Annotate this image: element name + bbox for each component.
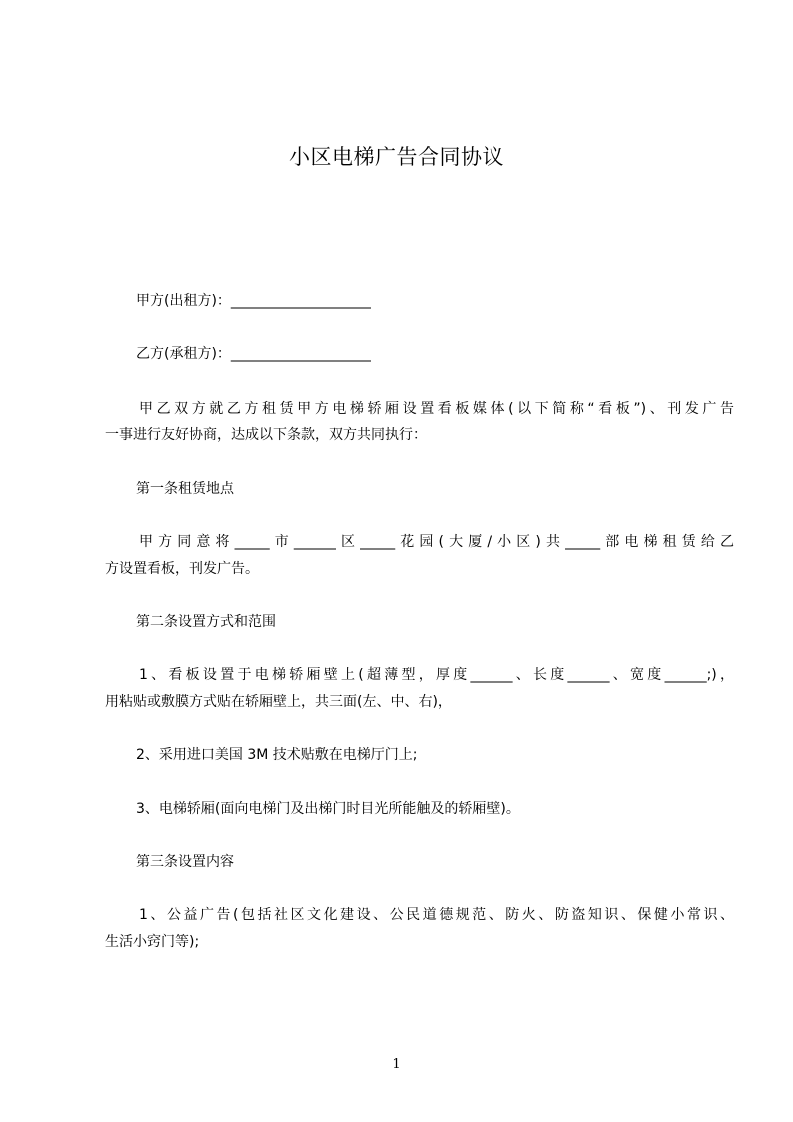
article2-heading: 第二条设置方式和范围 [136,614,276,630]
article2-item1-line-2: 用粘贴或敷膜方式贴在轿厢壁上，共三面(左、中、右)， [105,694,452,710]
article2-item3: 3、电梯轿厢(面向电梯门及出梯门时目光所能触及的轿厢壁)。 [136,801,520,817]
contract-title: 小区电梯广告合同协议 [289,145,504,169]
article3-heading: 第三条设置内容 [136,854,234,870]
party-a-line: 甲方(出租方)：____________________ [136,293,371,309]
article2-item1-line-1: 1、看板设置于电梯轿厢壁上(超薄型，厚度______、长度______、宽度______;)， [139,667,734,683]
page-number: 1 [392,1057,401,1072]
article1-heading: 第一条租赁地点 [136,481,234,497]
article1-body-line-2: 方设置看板，刊发广告。 [105,561,259,577]
article3-item1-line-1: 1、公益广告(包括社区文化建设、公民道德规范、防火、防盗知识、保健小常识、 [139,907,734,923]
article1-body-line-1: 甲方同意将_____市______区_____花园(大厦/小区)共_____部电梯租赁给乙 [139,534,734,550]
intro-line-1: 甲乙双方就乙方租赁甲方电梯轿厢设置看板媒体(以下简称“看板”)、刊发广告 [139,401,734,417]
article2-item2: 2、采用进口美国 3M 技术贴敷在电梯厅门上; [136,747,418,763]
intro-line-2: 一事进行友好协商，达成以下条款，双方共同执行： [105,427,427,443]
party-b-line: 乙方(承租方)：____________________ [136,346,371,362]
article3-item1-line-2: 生活小窍门等); [105,934,200,950]
